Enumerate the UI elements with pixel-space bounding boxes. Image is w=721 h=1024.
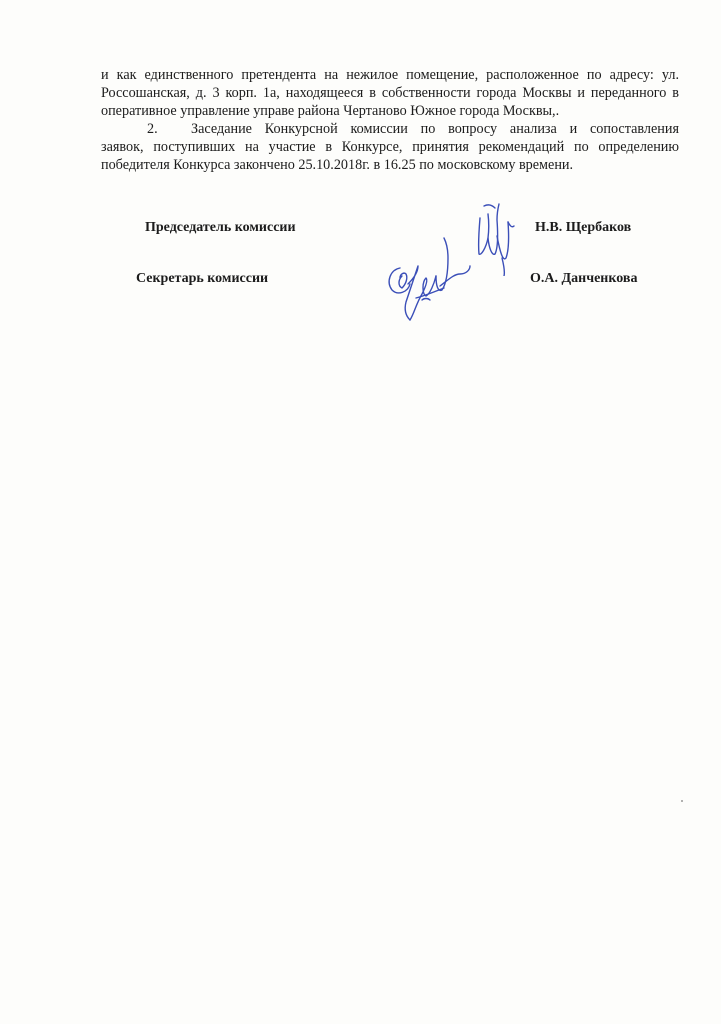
paragraph-item-2 <box>101 120 679 175</box>
paragraph-line: Россошанская, д. 3 корп. 1а, находящееся в собственности города Москвы и переданного в <box>101 85 679 102</box>
secretary-title: Секретарь комиссии <box>136 271 269 286</box>
chairman-name: Н.В. Щербаков <box>535 220 632 235</box>
paragraph-line: оперативное управление управе района Чертаново Южное города Москвы,. <box>101 103 560 120</box>
scan-speck <box>681 800 683 802</box>
chairman-title: Председатель комиссии <box>145 220 296 235</box>
paragraph-line: заявок, поступивших на участие в Конкурсе, принятия рекомендаций по определению <box>101 139 679 156</box>
paragraph-line: победителя Конкурса закончено 25.10.2018г. в 16.25 по московскому времени. <box>101 157 574 174</box>
paragraph-continuation <box>101 66 679 121</box>
paragraph-line-text: Заседание Конкурсной комиссии по вопросу анализа и сопоставления <box>191 121 679 137</box>
secretary-name: О.А. Данченкова <box>530 271 638 286</box>
paragraph-line <box>101 120 679 138</box>
paragraph-line: и как единственного претендента на нежилое помещение, расположенное по адресу: ул. <box>101 67 679 83</box>
secretary-signature <box>378 228 486 336</box>
item-number: 2. <box>147 121 158 137</box>
